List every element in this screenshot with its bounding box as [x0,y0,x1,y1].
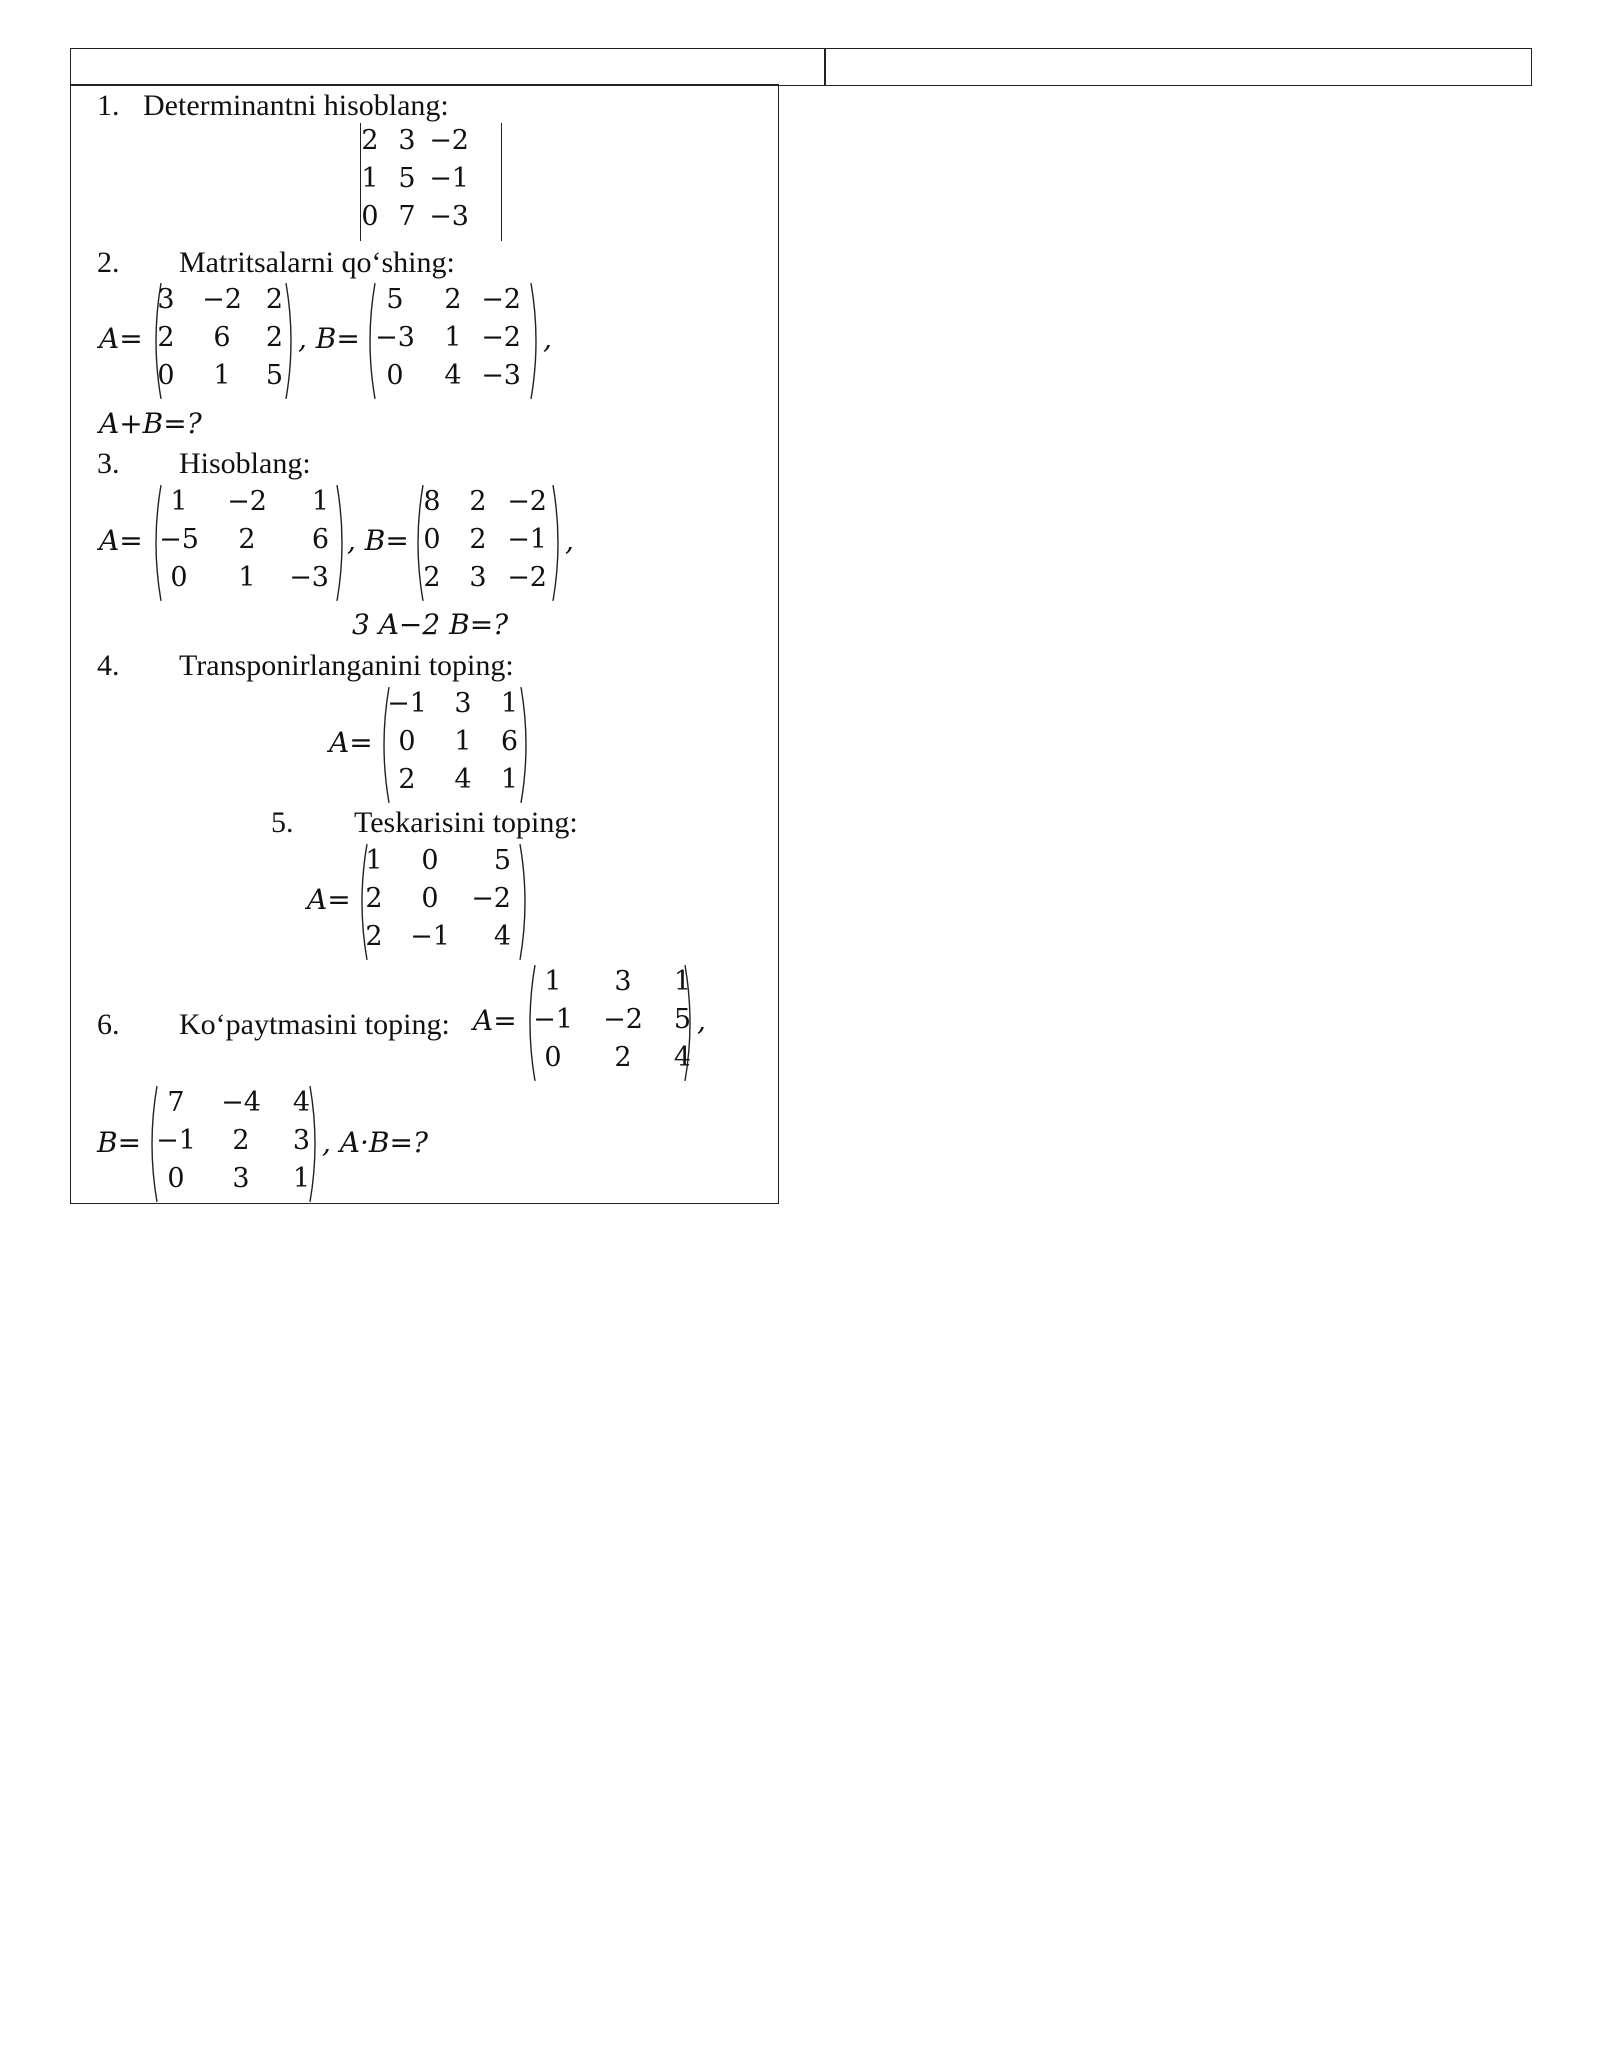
matrix-cell: −2 [227,486,267,517]
matrix-cell: 2 [444,284,462,315]
matrix-cell: 3 [157,284,175,315]
task-2-b-label: , B= [298,322,360,355]
task-5-matrix-a [356,843,531,961]
matrix-cell: 3 [292,1125,310,1156]
task-6-b-tail: , A·B=? [322,1126,428,1159]
matrix-cell: −2 [507,562,547,593]
matrix-cell: −3 [481,360,521,391]
task-3-a-label: A= [99,524,143,557]
matrix-cell: 0 [170,562,188,593]
matrix-cell: 5 [398,163,416,194]
matrix-cell: 2 [157,322,175,353]
matrix-cell: 0 [157,360,175,391]
task-1-title: Determinantni hisoblang: [143,89,449,122]
matrix-cell: 5 [493,845,511,876]
task-3-question: 3 A−2 B=? [352,608,509,641]
matrix-cell: 0 [544,1042,562,1073]
matrix-cell: −1 [410,921,450,952]
right-paren [517,843,531,961]
task-5-a-label: A= [307,883,351,916]
matrix-cell: −5 [159,524,199,555]
matrix-cell: 3 [398,125,416,156]
matrix-cell: 5 [265,360,283,391]
matrix-cell: 6 [311,524,329,555]
matrix-cell: −3 [429,201,469,232]
matrix-cell: 1 [444,322,462,353]
right-paren [550,484,564,602]
determinant-right-bar [501,123,502,241]
matrix-cell: 6 [500,726,518,757]
matrix-cell: 0 [386,360,404,391]
matrix-cell: −2 [202,284,242,315]
task-3-b-label: , B= [347,524,409,557]
task-2-a-label: A= [99,322,143,355]
matrix-cell: 2 [469,524,487,555]
matrix-cell: 3 [614,966,632,997]
matrix-cell: 1 [238,562,256,593]
task-2-matrix-a [150,282,297,400]
matrix-cell: −2 [481,322,521,353]
matrix-cell: 2 [365,921,383,952]
matrix-cell: 5 [386,284,404,315]
task-4-number: 4. [97,649,120,682]
matrix-cell: −2 [507,486,547,517]
matrix-cell: 1 [673,966,691,997]
matrix-cell: −2 [471,883,511,914]
matrix-cell: 1 [170,486,188,517]
task-2-number: 2. [97,246,120,279]
task-3-title: Hisoblang: [179,447,311,480]
task-6-number: 6. [97,1008,120,1041]
task-2-matrix-b [364,282,542,400]
task-3-matrix-a [150,484,348,602]
matrix-cell: −1 [429,163,469,194]
task-6-matrix-a [524,964,696,1082]
matrix-cell: 2 [365,883,383,914]
right-paren [528,282,542,400]
matrix-cell: 2 [469,486,487,517]
task-6-matrix-b [146,1085,321,1203]
matrix-cell: 4 [673,1042,691,1073]
matrix-cell: 2 [265,284,283,315]
matrix-cell: 3 [469,562,487,593]
matrix-cell: 3 [232,1163,250,1194]
task-1-determinant [360,123,502,241]
task-3-number: 3. [97,447,120,480]
matrix-cell: 2 [232,1125,250,1156]
matrix-cell: 1 [544,966,562,997]
matrix-cell: 0 [361,201,379,232]
matrix-cell: −2 [603,1004,643,1035]
matrix-cell: 4 [493,921,511,952]
matrix-cell: 4 [454,764,472,795]
task-3-tail: , [565,524,574,557]
matrix-cell: 5 [673,1004,691,1035]
task-4-matrix-a [378,686,532,804]
matrix-cell: 1 [365,845,383,876]
matrix-cell: 0 [421,883,439,914]
matrix-cell: 2 [614,1042,632,1073]
matrix-cell: −1 [507,524,547,555]
task-4-title: Transponirlanganini toping: [179,649,514,682]
task-1-number: 1. [97,89,120,122]
matrix-cell: −3 [375,322,415,353]
header-left-cell [70,48,826,86]
matrix-cell: 0 [398,726,416,757]
matrix-cell: 2 [398,764,416,795]
matrix-cell: 1 [213,360,231,391]
task-6-b-label: B= [97,1126,142,1159]
matrix-cell: 0 [421,845,439,876]
task-3-matrix-b [412,484,564,602]
matrix-cell: 8 [423,486,441,517]
matrix-cell: −1 [533,1004,573,1035]
matrix-cell: −3 [289,562,329,593]
matrix-cell: 6 [213,322,231,353]
task-5-number: 5. [271,806,294,839]
matrix-cell: 1 [500,688,518,719]
matrix-cell: 7 [398,201,416,232]
matrix-cell: 2 [265,322,283,353]
task-6-a-tail: , [697,1004,706,1037]
right-paren [518,686,532,804]
matrix-cell: −2 [429,125,469,156]
task-2-title: Matritsalarni qo‘shing: [179,246,455,279]
right-paren [334,484,348,602]
task-2-tail: , [543,322,552,355]
task-5-title: Teskarisini toping: [354,806,578,839]
matrix-cell: 4 [292,1087,310,1118]
task-4-a-label: A= [329,726,373,759]
right-paren [283,282,297,400]
task-6-title: Ko‘paytmasini toping: [179,1008,450,1041]
matrix-cell: 7 [167,1087,185,1118]
matrix-cell: −1 [156,1125,196,1156]
matrix-cell: 3 [454,688,472,719]
matrix-cell: 0 [423,524,441,555]
matrix-cell: 1 [454,726,472,757]
matrix-cell: 2 [361,125,379,156]
matrix-cell: 1 [311,486,329,517]
task-2-question: A+B=? [99,407,202,440]
header-right-cell [824,48,1532,86]
matrix-cell: 0 [167,1163,185,1194]
matrix-cell: 1 [500,764,518,795]
matrix-cell: −1 [387,688,427,719]
task-6-a-label: A= [473,1004,517,1037]
matrix-cell: 1 [292,1163,310,1194]
matrix-cell: 2 [238,524,256,555]
matrix-cell: 1 [361,163,379,194]
matrix-cell: −4 [221,1087,261,1118]
matrix-cell: 2 [423,562,441,593]
matrix-cell: −2 [481,284,521,315]
matrix-cell: 4 [444,360,462,391]
